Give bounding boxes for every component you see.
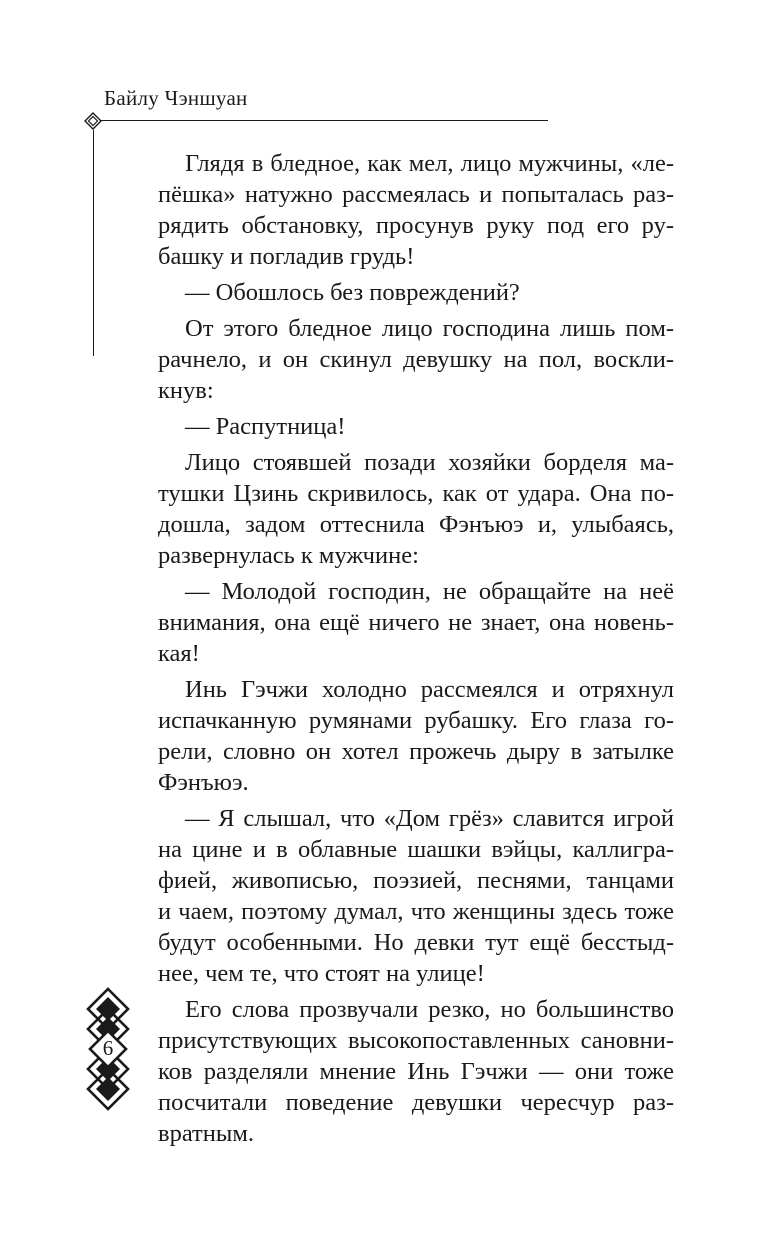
text-line: — Я слышал, что «Дом грёз» славится игрой bbox=[185, 805, 674, 832]
text-line: — Обошлось без повреждений? bbox=[185, 279, 520, 306]
text-line: дошла, задом оттеснила Фэнъюэ и, улыбаясь, bbox=[158, 511, 674, 538]
margin-rule bbox=[93, 130, 94, 356]
text-line: — Распутница! bbox=[185, 413, 346, 440]
text-line: фией, живописью, поэзией, песнями, танцами bbox=[158, 867, 674, 894]
text-line: посчитали поведение девушки чересчур раз- bbox=[158, 1089, 674, 1116]
text-line: рядить обстановку, просунув руку под его ру- bbox=[158, 212, 674, 239]
text-line: ков разделяли мнение Инь Гэчжи — они тоже bbox=[158, 1058, 674, 1085]
text-line: Глядя в бледное, как мел, лицо мужчины, «ле- bbox=[185, 150, 674, 177]
page-number: 6 bbox=[102, 1036, 114, 1060]
body-text bbox=[158, 148, 674, 1154]
text-line: тушки Цзинь скривилось, как от удара. Она по- bbox=[158, 480, 674, 507]
text-line: пёшка» натужно рассмеялась и попыталась раз- bbox=[158, 181, 674, 208]
text-line: Фэнъюэ. bbox=[158, 769, 249, 796]
text-line: кая! bbox=[158, 640, 200, 667]
text-line: Лицо стоявшей позади хозяйки борделя ма- bbox=[185, 449, 674, 476]
text-line: нее, чем те, что стоят на улице! bbox=[158, 960, 485, 987]
text-line: От этого бледное лицо господина лишь пом- bbox=[185, 315, 674, 342]
text-line: кнув: bbox=[158, 377, 214, 404]
running-head: Байлу Чэншуан bbox=[104, 86, 248, 110]
text-line: Его слова прозвучали резко, но большинство bbox=[185, 996, 674, 1023]
text-line: будут особенными. Но девки тут ещё бесстыд- bbox=[158, 929, 674, 956]
text-line: на цине и в облавные шашки вэйцы, каллигра- bbox=[158, 836, 674, 863]
text-line: развернулась к мужчине: bbox=[158, 542, 419, 569]
text-line: рели, словно он хотел прожечь дыру в затылке bbox=[158, 738, 674, 765]
text-line: испачканную румянами рубашку. Его глаза го- bbox=[158, 707, 674, 734]
text-line: и чаем, поэтому думал, что женщины здесь тоже bbox=[158, 898, 674, 925]
diamond-ornament-icon bbox=[84, 112, 102, 130]
text-line: вратным. bbox=[158, 1120, 254, 1147]
text-line: внимания, она ещё ничего не знает, она новень- bbox=[158, 609, 674, 636]
text-line: башку и погладив грудь! bbox=[158, 243, 415, 270]
text-line: рачнело, и он скинул девушку на пол, воскли- bbox=[158, 346, 674, 373]
text-line: присутствующих высокопоставленных сановни- bbox=[158, 1027, 674, 1054]
text-line: — Молодой господин, не обращайте на неё bbox=[185, 578, 674, 605]
text-line: Инь Гэчжи холодно рассмеялся и отряхнул bbox=[185, 676, 674, 703]
header-rule bbox=[100, 120, 548, 121]
